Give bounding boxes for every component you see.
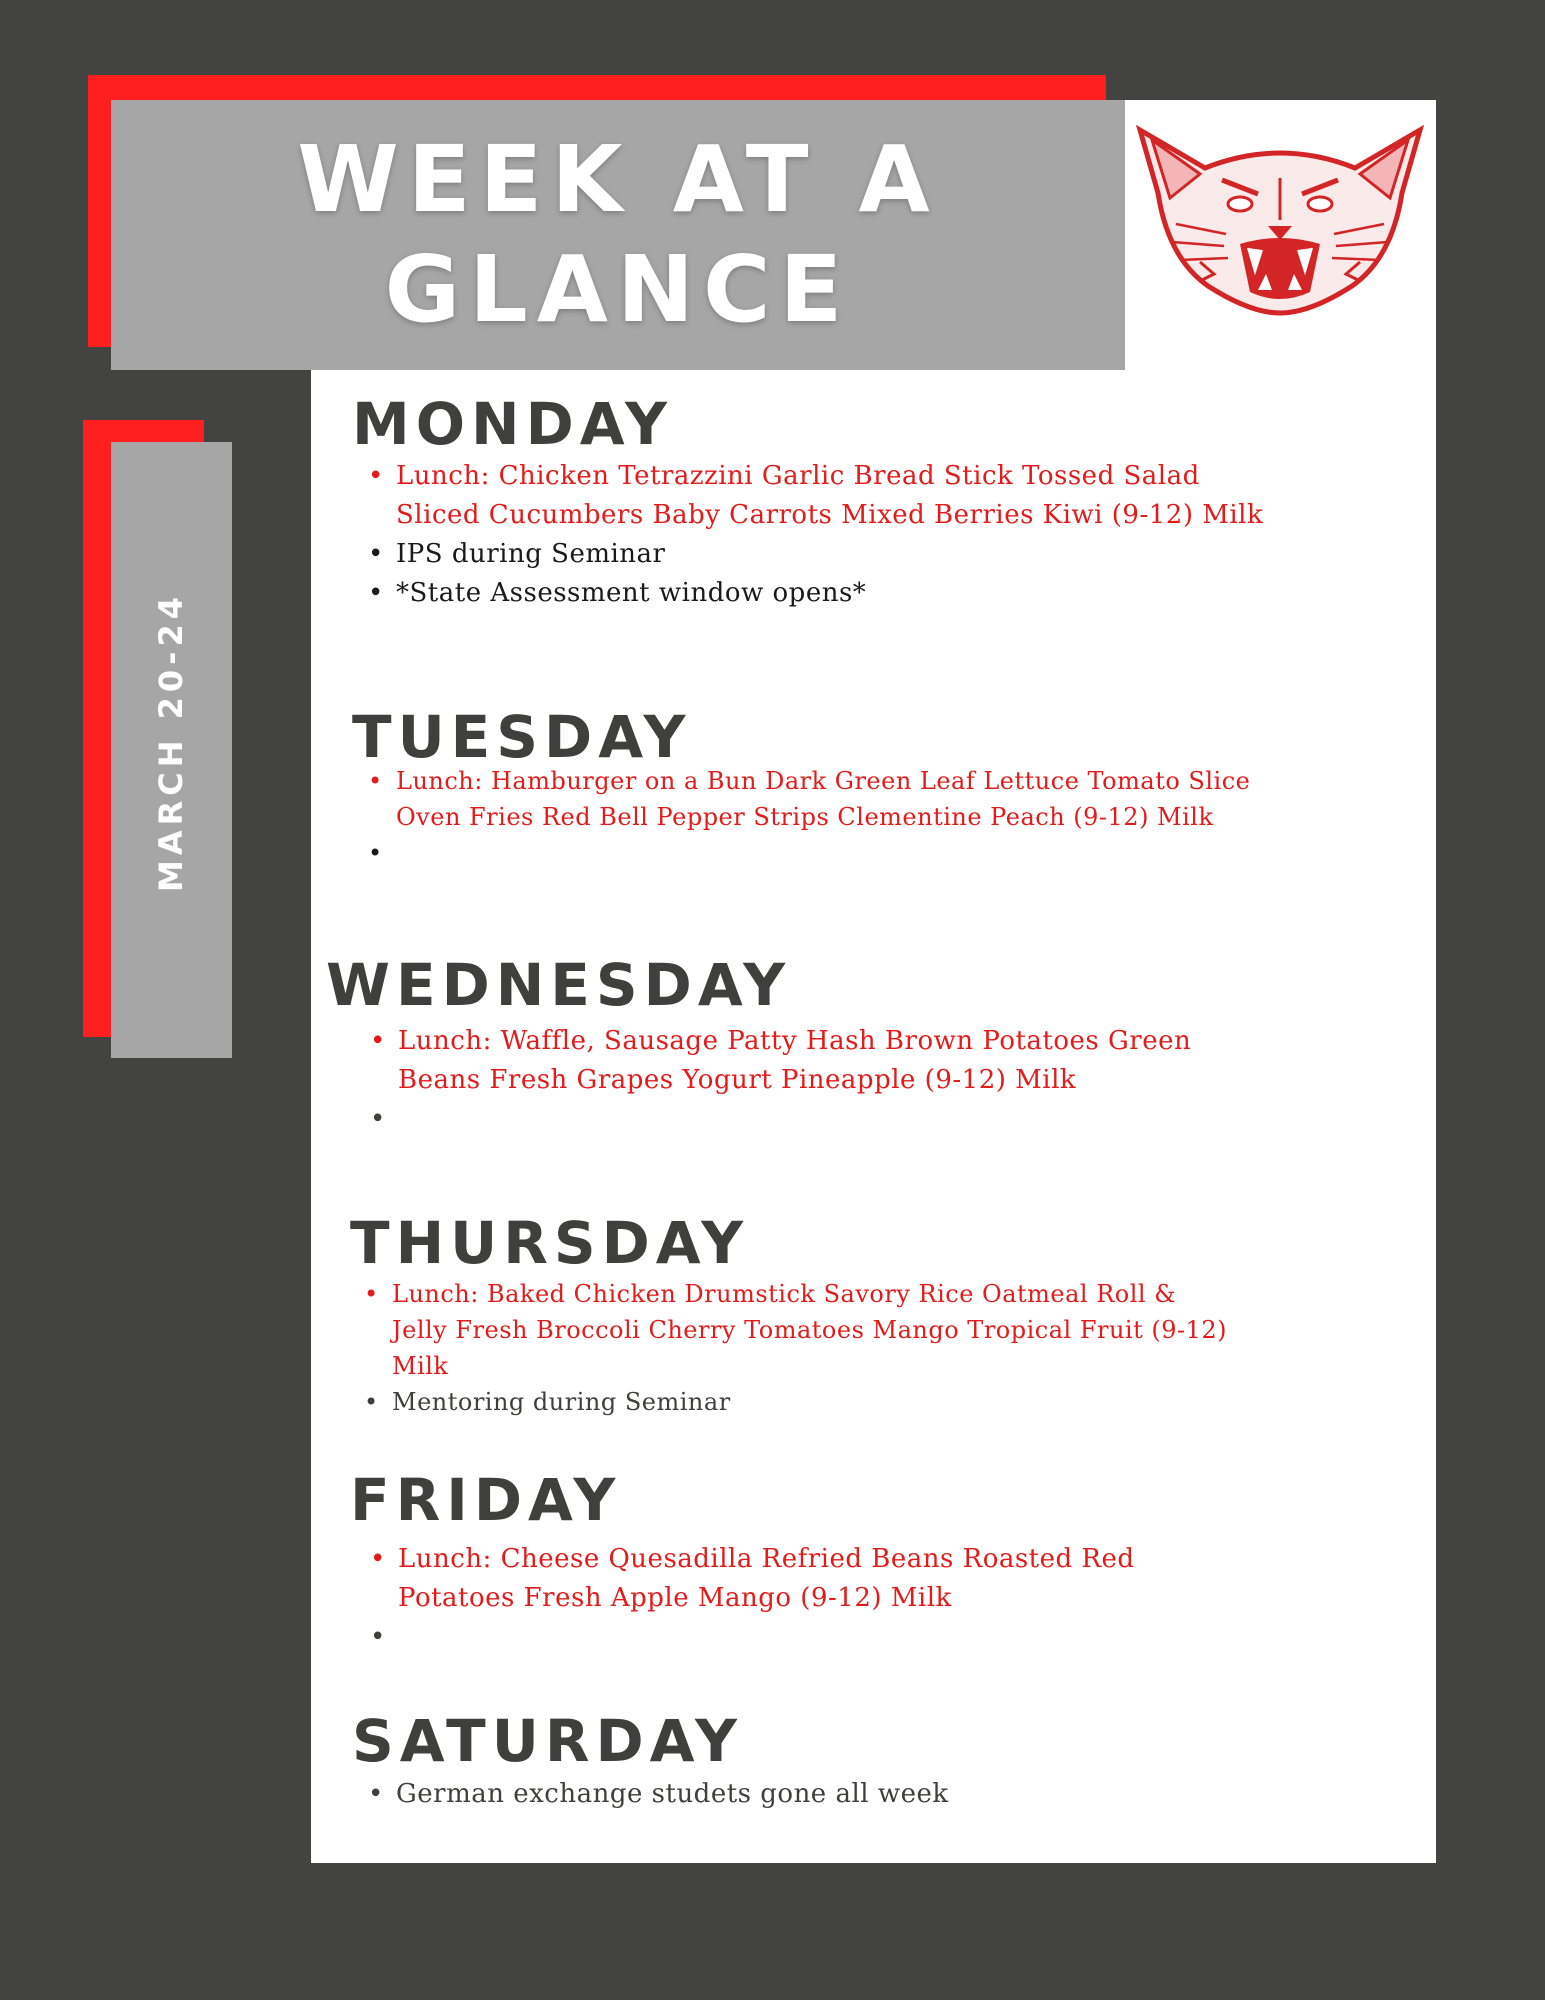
- day-heading-saturday: SATURDAY: [352, 1707, 743, 1775]
- saturday-list: [348, 1775, 1268, 1814]
- list-item: • Lunch: Cheese Quesadilla Refried Beans Roasted Red Potatoes Fresh Apple Mango (9-12) Milk: [370, 1540, 1230, 1618]
- tuesday-list: [348, 763, 1268, 835]
- day-heading-wednesday: WEDNESDAY: [326, 951, 792, 1019]
- list-item: • *State Assessment window opens*: [368, 574, 1268, 613]
- list-item: • Lunch: Hamburger on a Bun Dark Green Leaf Lettuce Tomato Slice Oven Fries Red Bell Pepper Strips Clementine Peach (9-12) Milk: [368, 763, 1268, 835]
- list-item: • Lunch: Baked Chicken Drumstick Savory Rice Oatmeal Roll & Jelly Fresh Broccoli Cherry Tomatoes Mango Tropical Fruit (9-12) Milk: [364, 1276, 1234, 1384]
- day-heading-thursday: THURSDAY: [350, 1209, 750, 1277]
- title-line-2: GLANCE: [384, 236, 852, 343]
- list-item: • Mentoring during Seminar: [364, 1384, 1234, 1420]
- day-heading-tuesday: TUESDAY: [352, 703, 692, 771]
- wednesday-list: [350, 1022, 1270, 1100]
- list-item: • IPS during Seminar: [368, 535, 1268, 574]
- thursday-list: [344, 1276, 1234, 1420]
- friday-list: [350, 1540, 1230, 1618]
- list-item: • Lunch: Chicken Tetrazzini Garlic Bread Stick Tossed Salad Sliced Cucumbers Baby Carrots Mixed Berries Kiwi (9-12) Milk: [368, 457, 1268, 535]
- list-item: • Lunch: Waffle, Sausage Patty Hash Brown Potatoes Green Beans Fresh Grapes Yogurt Pineapple (9-12) Milk: [370, 1022, 1270, 1100]
- list-item: • German exchange studets gone all week: [368, 1775, 1268, 1814]
- title-line-1: WEEK AT A: [297, 126, 939, 233]
- day-heading-monday: MONDAY: [352, 390, 674, 458]
- date-range: MARCH 20-24: [152, 592, 190, 892]
- wildcat-mascot-icon: [1130, 108, 1430, 328]
- day-heading-friday: FRIDAY: [350, 1466, 622, 1534]
- page-title: [111, 100, 1125, 370]
- monday-list: [348, 457, 1268, 613]
